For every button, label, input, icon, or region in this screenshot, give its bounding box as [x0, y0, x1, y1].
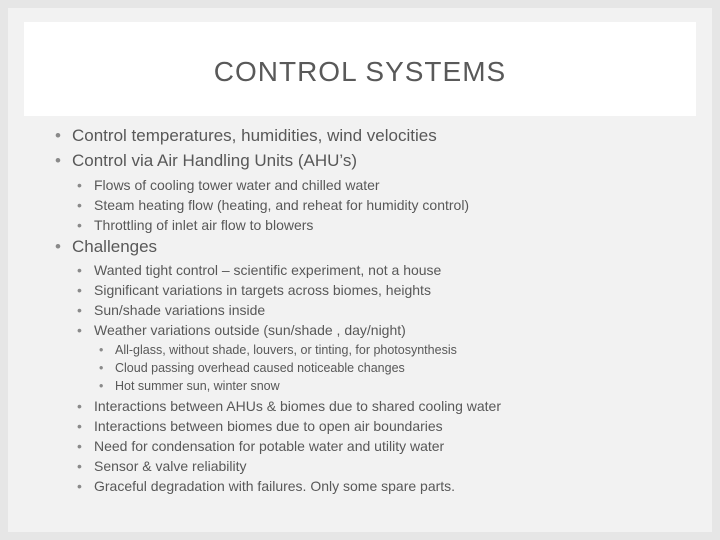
bullet-icon: • [77, 302, 82, 318]
bullet-icon: • [77, 438, 82, 454]
bullet-icon: • [77, 458, 82, 474]
bullet-icon: • [77, 418, 82, 434]
bullet-icon: • [77, 322, 82, 338]
slide-title: CONTROL SYSTEMS [213, 56, 507, 87]
title-box [24, 22, 696, 116]
bullet-icon: • [77, 282, 82, 298]
bullet-icon: • [77, 177, 82, 193]
bullet-icon: • [55, 151, 61, 170]
bullet-icon: • [77, 262, 82, 278]
bullet-icon: • [99, 343, 104, 357]
bullet-icon: • [99, 361, 104, 375]
bullet-icon: • [77, 478, 82, 494]
bullet-icon: • [77, 197, 82, 213]
bullet-icon: • [55, 237, 61, 256]
bullet-icon: • [77, 398, 82, 414]
bullet-icon: • [55, 126, 61, 145]
bullet-icon: • [77, 217, 82, 233]
bullet-icon: • [99, 379, 104, 393]
